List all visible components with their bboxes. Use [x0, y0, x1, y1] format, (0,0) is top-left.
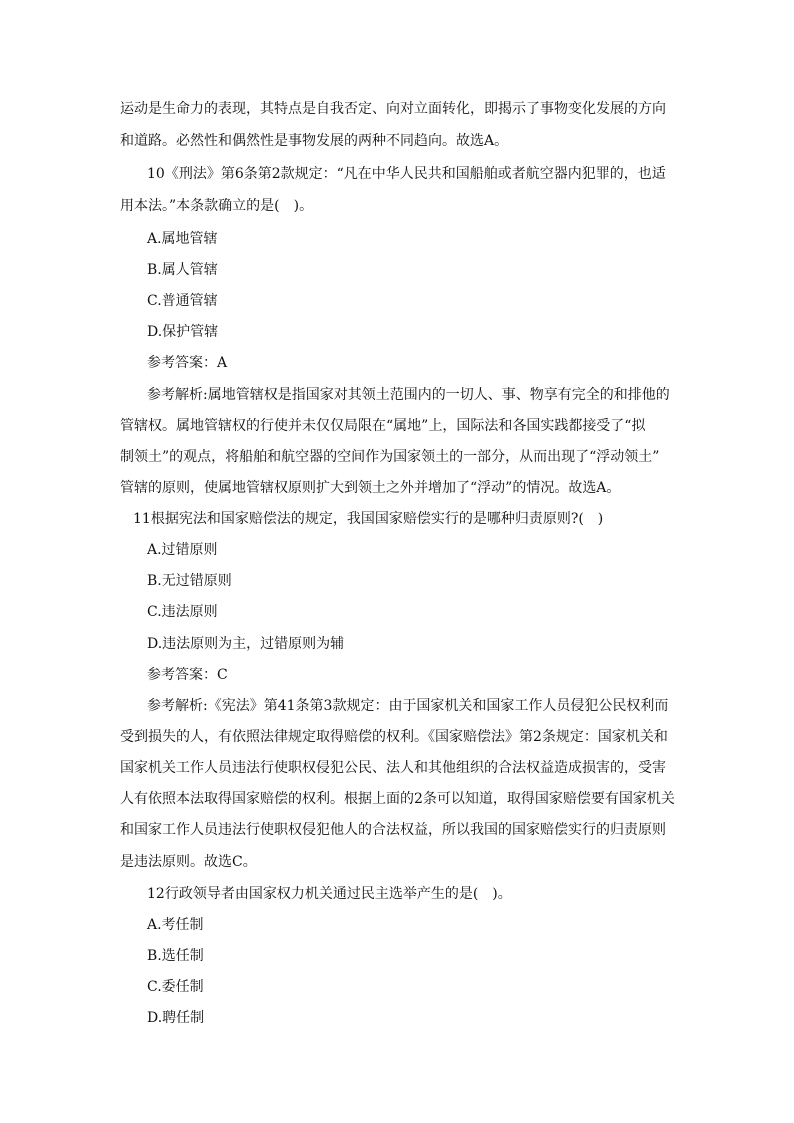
q11-stem: 11根据宪法和国家赔偿法的规定，我国国家赔偿实行的是哪种归责原则?( ): [133, 511, 604, 527]
q11-explanation-line: 和国家工作人员违法行使职权侵犯他人的合法权益，所以我国的国家赔偿实行的归责原则: [120, 822, 666, 838]
q10-answer: 参考答案：A: [147, 355, 228, 371]
q11-explanation-line: 是违法原则。故选C。: [120, 854, 257, 870]
q11-option-c: C.违法原则: [147, 604, 218, 620]
q10-explanation-line: 参考解析:属地管辖权是指国家对其领土范围内的一切人、事、物享有完全的和排他的: [147, 387, 670, 403]
q10-option-d: D.保护管辖: [147, 324, 219, 340]
q12-option-d: D.聘任制: [147, 1010, 205, 1026]
q11-explanation-line: 人有依照本法取得国家赔偿的权利。根据上面的2条可以知道，取得国家赔偿要有国家机关: [120, 791, 675, 807]
q12-option-a: A.考任制: [147, 917, 204, 933]
q12-option-b: B.选任制: [147, 948, 204, 964]
q11-explanation-line: 参考解析:《宪法》第41条第3款规定：由于国家机关和国家工作人员侵犯公民权利而: [147, 698, 669, 714]
q10-explanation-line: 管辖的原则，使属地管辖权原则扩大到领土之外并增加了“浮动”的情况。故选A。: [120, 480, 621, 496]
q10-explanation-line: 管辖权。属地管辖权的行使并未仅仅局限在“属地”上，国际法和各国实践都接受了“拟: [120, 418, 646, 434]
q11-option-a: A.过错原则: [147, 542, 218, 558]
q9-explanation-line: 运动是生命力的表现，其特点是自我否定、向对立面转化，即揭示了事物变化发展的方向: [120, 101, 666, 117]
q10-stem-line: 10《刑法》第6条第2款规定：“凡在中华人民共和国船舶或者航空器内犯罪的，也适: [147, 166, 666, 182]
q10-stem-line: 用本法。”本条款确立的是( )。: [120, 198, 314, 214]
q11-option-d: D.违法原则为主，过错原则为辅: [147, 636, 345, 652]
q11-explanation-line: 受到损失的人，有依照法律规定取得赔偿的权利。《国家赔偿法》第2条规定：国家机关和: [120, 729, 668, 745]
q11-explanation-line: 国家机关工作人员违法行使职权侵犯公民、法人和其他组织的合法权益造成损害的，受害: [120, 760, 666, 776]
q10-option-b: B.属人管辖: [147, 262, 218, 278]
q12-stem: 12行政领导者由国家权力机关通过民主选举产生的是( )。: [147, 886, 512, 902]
q10-option-a: A.属地管辖: [147, 231, 218, 247]
q9-explanation-line: 和道路。必然性和偶然性是事物发展的两种不同趋向。故选A。: [120, 133, 509, 149]
q10-option-c: C.普通管辖: [147, 293, 218, 309]
q10-explanation-line: 制领土”的观点，将船舶和航空器的空间作为国家领土的一部分，从而出现了“浮动领土”: [120, 449, 660, 465]
q11-answer: 参考答案：C: [147, 667, 228, 683]
q12-option-c: C.委任制: [147, 979, 204, 995]
q11-option-b: B.无过错原则: [147, 573, 232, 589]
